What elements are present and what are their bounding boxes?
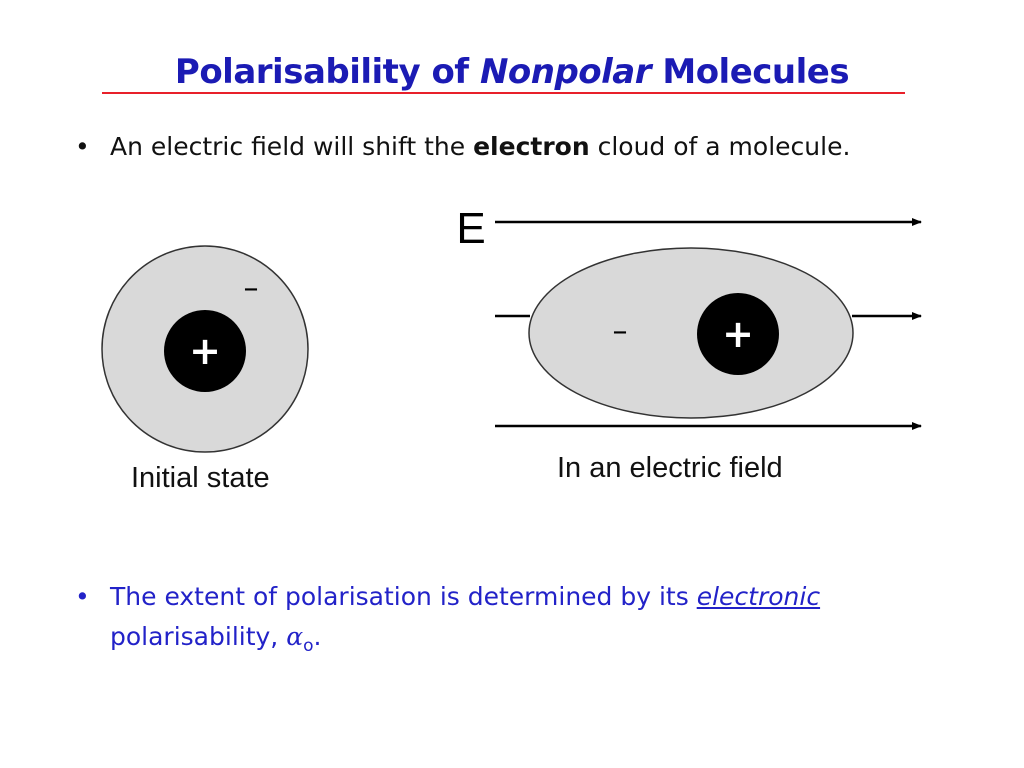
bullet2-text-end: . xyxy=(313,622,322,651)
caption-in-electric-field: In an electric field xyxy=(557,452,783,484)
alpha-symbol: α xyxy=(286,622,304,651)
polarised-electron-cloud xyxy=(529,248,853,418)
title-text-start: Polarisability of xyxy=(174,52,480,92)
bullet2-text-underlined: electronic xyxy=(696,582,821,611)
bullet1-text-end: cloud of a molecule. xyxy=(589,132,851,161)
bullet-marker: • xyxy=(75,132,90,161)
caption-initial-state: Initial state xyxy=(131,462,270,494)
initial-electron-minus-sign: – xyxy=(243,271,259,306)
title-text-italic: Nonpolar xyxy=(479,52,652,92)
field-label-e: E xyxy=(456,204,486,253)
bullet2-text-start: The extent of polarisation is determined by its xyxy=(110,582,697,611)
bullet-marker: • xyxy=(75,582,90,611)
initial-nucleus-plus-sign: + xyxy=(189,329,221,373)
bullet2-text-line2: polarisability, xyxy=(110,622,287,651)
bullet1-text-bold: electron xyxy=(473,132,590,161)
polarised-electron-minus-sign: – xyxy=(612,314,628,349)
title-text-end: Molecules xyxy=(651,52,850,92)
polarised-nucleus-plus-sign: + xyxy=(722,312,754,356)
bullet-extent-of-polarisation xyxy=(75,577,930,666)
bullet1-text-start: An electric field will shift the xyxy=(110,132,474,161)
alpha-subscript: o xyxy=(303,636,314,656)
